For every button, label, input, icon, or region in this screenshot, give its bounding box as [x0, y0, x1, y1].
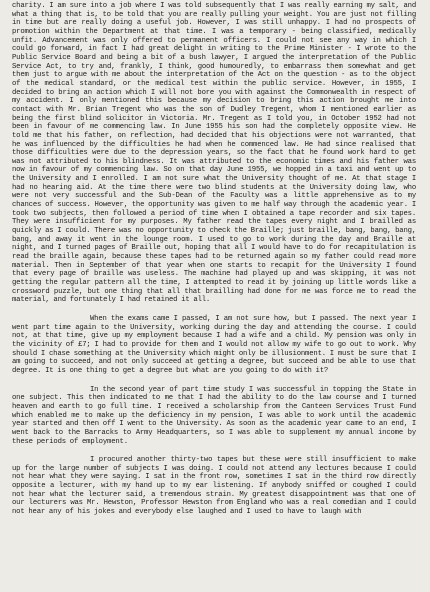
paragraph-1: charity. I am sure into a job where I was told subsequently that I was really earning my salt, and what a thing that is, to be told that you are really pulling your weight. You are just not filling in time but are really doing a useful job. However, I was still unhappy. I had no prospects of promotion within the Department at that time. I was a temporary - being classified, medically unfit. Advancement was only offered to permanent officers. I could not see any way in which I could go forward, in fact I had great delight in writing to the Prime Minister - I wrote to the Public Service Board and being a bit of a bush lawyer, I argued the interpretation of the Public Service Act, to try and, frankly, I think, good humouredly, to embarrass them somewhat and get them just to argue with me about the interpretation of the Act on the question - as to the object of the medical standard, or the medical test within the public service. However, in 1955, I decided to bring an action which I will not bore you with against the Commonwealth in respect of my accident. I only mentioned this because my decision to bring this action brought me into contact with Mr. Brian Tregent who was the son of Dudley Tregent, whom I mentioned earlier as being the first blind solicitor in Victoria. Mr. Tregent as I told you, in October 1952 had not been in favour of me commencing law. In June 1955 his son had the completely opposite view. He told me that his father, on reflection, had decided that his objections were not warranted, that he was influenced by the difficulties he had when he commenced law. He had since realised that those difficulties were due to the depression years, so the fact that he found work hard to get was not attributed to his blindness. It was attributed to the economic times and his father was now in favour of my commencing law. So on that day June 1955, we hopped in a taxi and went up to the University and I enrolled. I am not sure what the University thought of me. At that stage I had no hearing aid. At the time there were two blind students at the University doing law, who were not very successful and the Sub-Dean of the Faculty was a little apprehensive as to my chances of success. However, the opportunity was given to me half way through the academic year. I took two subjects, then followed a period of time when I obtained a tape recorder and six tapes. They were insufficient for my purposes. My father read the tapes every night and I brailled as quickly as I could. There was no opportunity to check the Braille; just braille, bang, bang, bang, bang, and away it went in the lounge room. I used to go to work during the day and Braille at night, and I turned pages of Braille out, hoping that all I would have to do for recapitulation is read the braille again, because these tapes had to be returned again so my father could read more material. Then in September of that year when one starts to recapit for the University I found that every page of braille was useless. The machine had played up and was skipping, it was not getting the regular pattern all the time, I attempted to read it by joining up little words like a crossword puzzle, but one thing that all that brailling had done for me was force me to read the material, and fortunately I had retained it all.: [12, 2, 416, 305]
paragraph-3: In the second year of part time study I was successful in topping the State in one subject. This then indicated to me that I had the ability to do the law course and I turned heaven and earth to go full time. I received a scholarship from the Canteen Services Trust Fund which enabled me to make up the deficiency in my pension, I was able to work until the academic year started and then off I went to the University. As soon as the academic year came to an end, I went back to the Barracks to Army Headquarters, so I was able to supplement my annual income by these periods of employment.: [12, 385, 416, 446]
paragraph-4: I procured another thirty-two tapes but these were still insufficient to make up for the large number of subjects I was doing. I could not attend any lectures because I could not hear what they were saying. I sat in the front row, sometimes I sat in the third row directly opposite a lecturer, with my hand up to my ear listening. If anybody sniffed or coughed I could not hear what the lecturer said, a tremendous strain. My greatest disappointment was that one of our lecturers was Mr. Hewston, Professor Hewston from England who was a real comedian and I could not hear any of his jokes and everybody else laughed and I used to have to laugh with: [12, 456, 416, 517]
paragraph-spacer: [12, 446, 416, 456]
paragraph-spacer: [12, 376, 416, 386]
paragraph-2: When the exams came I passed, I am not sure how, but I passed. The next year I went part time again to the University, working during the day and attending the course. I could not, at that time, give up my employment because I had a wife and a child. My pension was only in the vicinity of £7; I had to provide for them and I would not allow my wife to go out to work. Why should I chase something at the University which might only be illusionment. I must be sure that I am going to succeed, and not only succeed at getting a degree, but succeed and be able to use that degree. It is one thing to get a degree but what are you going to do with it?: [12, 314, 416, 375]
paragraph-spacer: [12, 305, 416, 315]
